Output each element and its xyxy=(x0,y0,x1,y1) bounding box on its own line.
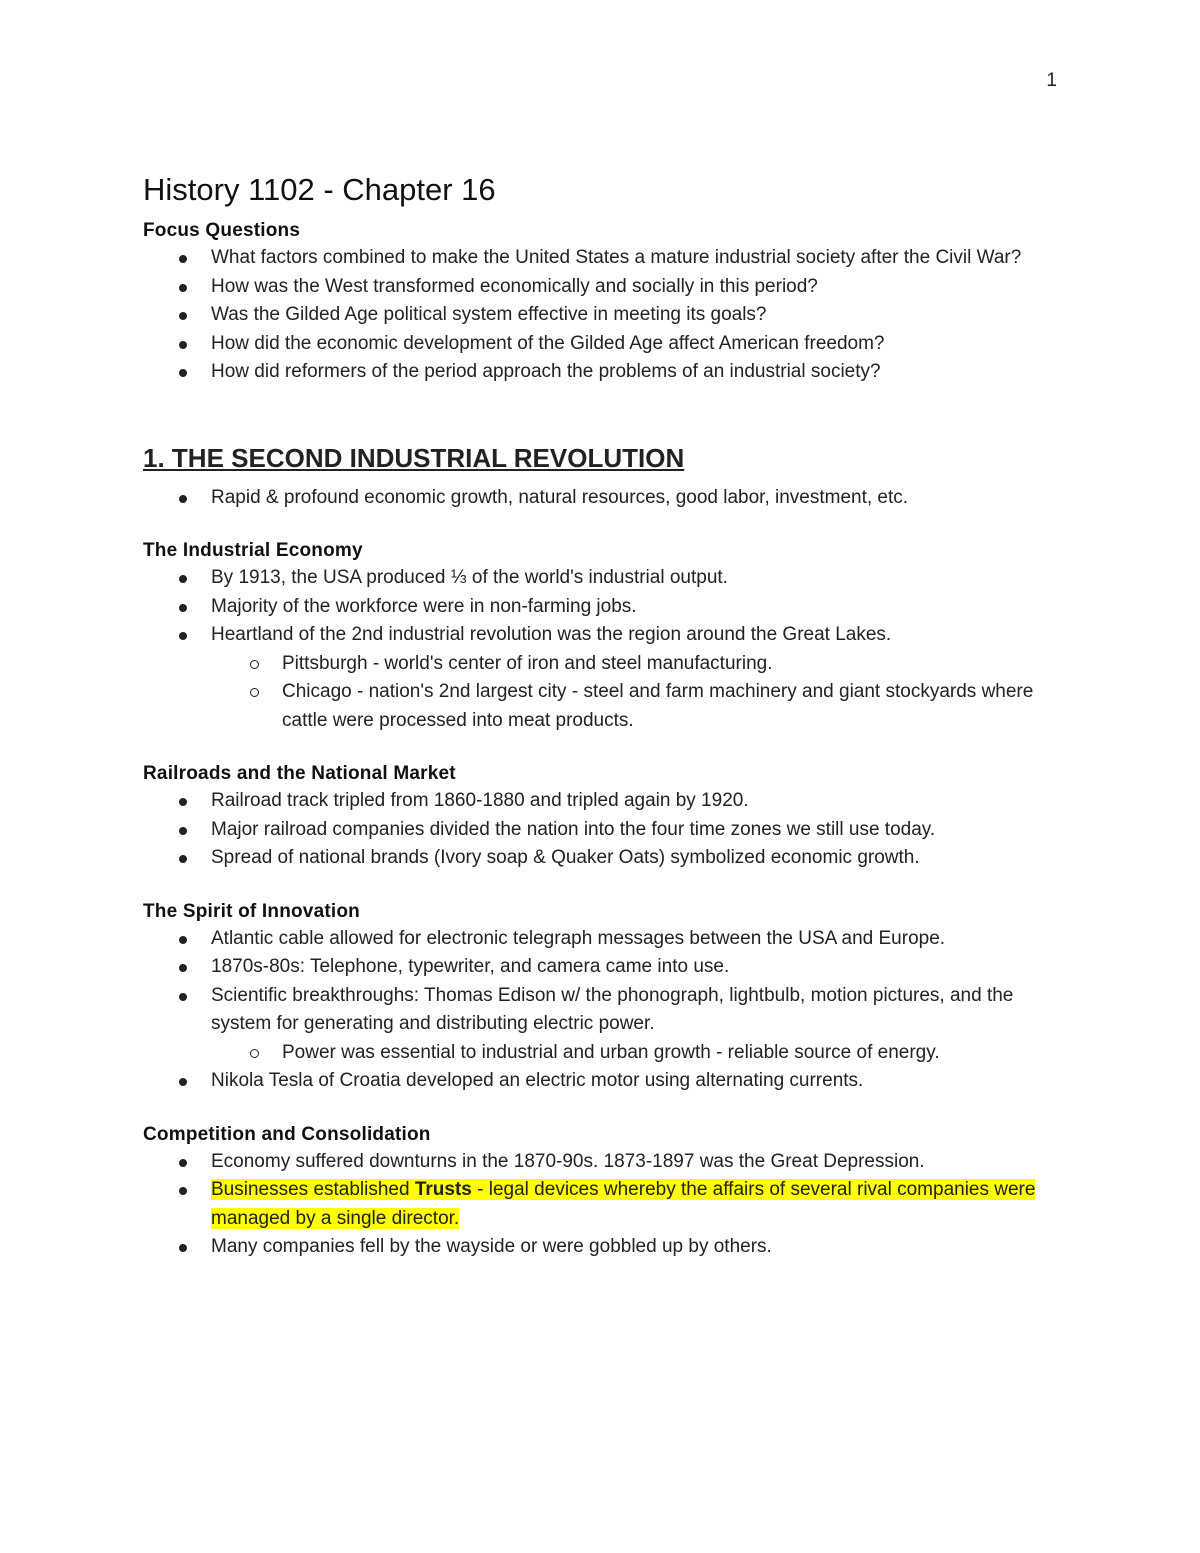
innovation-heading: The Spirit of Innovation xyxy=(143,900,360,922)
list-item: Railroad track tripled from 1860-1880 and tripled again by 1920. xyxy=(143,787,1063,816)
bullet-icon xyxy=(179,495,187,503)
highlighted-list-item xyxy=(143,1176,1063,1233)
bullet-icon xyxy=(179,632,187,640)
list-item: Many companies fell by the wayside or were gobbled up by others. xyxy=(143,1233,1063,1262)
bullet-icon xyxy=(179,369,187,377)
hollow-bullet-icon xyxy=(250,660,259,669)
list-item: Spread of national brands (Ivory soap & Quaker Oats) symbolized economic growth. xyxy=(143,844,1063,873)
focus-questions-heading: Focus Questions xyxy=(143,220,301,241)
bullet-icon xyxy=(179,827,187,835)
bullet-icon xyxy=(179,312,187,320)
list-item: Rapid & profound economic growth, natural resources, good labor, investment, etc. xyxy=(143,484,1063,513)
list-item: Economy suffered downturns in the 1870-90s. 1873-1897 was the Great Depression. xyxy=(143,1148,1063,1177)
list-item: By 1913, the USA produced ⅓ of the world's industrial output. xyxy=(143,564,1063,593)
competition-list xyxy=(143,1148,1063,1262)
bullet-icon xyxy=(179,1187,187,1195)
list-item: Majority of the workforce were in non-farming jobs. xyxy=(143,593,1063,622)
bullet-icon xyxy=(179,341,187,349)
bullet-icon xyxy=(179,284,187,292)
document-title: History 1102 - Chapter 16 xyxy=(143,172,496,207)
bullet-icon xyxy=(179,255,187,263)
sub-list-item: Power was essential to industrial and urban growth - reliable source of energy. xyxy=(143,1039,1063,1068)
bullet-icon xyxy=(179,855,187,863)
hollow-bullet-icon xyxy=(250,1049,259,1058)
list-item: What factors combined to make the United States a mature industrial society after the Civil War? xyxy=(143,244,1063,273)
bullet-icon xyxy=(179,936,187,944)
list-item: Major railroad companies divided the nation into the four time zones we still use today. xyxy=(143,816,1063,845)
innovation-list xyxy=(143,925,1063,1096)
list-item: Was the Gilded Age political system effective in meeting its goals? xyxy=(143,301,1063,330)
section-heading: 1. THE SECOND INDUSTRIAL REVOLUTION xyxy=(143,442,685,473)
list-item: How did the economic development of the Gilded Age affect American freedom? xyxy=(143,330,1063,359)
list-item: Scientific breakthroughs: Thomas Edison w/ the phonograph, lightbulb, motion pictures, and the system for generating and distributing electric power. xyxy=(143,982,1063,1039)
competition-heading: Competition and Consolidation xyxy=(143,1123,431,1145)
bullet-icon xyxy=(179,798,187,806)
section-intro-list xyxy=(143,484,1063,513)
sub-list-item: Chicago - nation's 2nd largest city - steel and farm machinery and giant stockyards where cattle were processed into meat products. xyxy=(143,678,1063,735)
bullet-icon xyxy=(179,575,187,583)
bullet-icon xyxy=(179,964,187,972)
list-item: Heartland of the 2nd industrial revolution was the region around the Great Lakes. xyxy=(143,621,1063,650)
page-number: 1 xyxy=(1046,70,1057,91)
highlighted-text: Businesses established Trusts - legal devices whereby the affairs of several rival companies were managed by a single director. xyxy=(211,1179,1036,1229)
railroads-list xyxy=(143,787,1063,873)
trusts-term: Trusts xyxy=(414,1179,472,1200)
list-item: How did reformers of the period approach the problems of an industrial society? xyxy=(143,358,1063,387)
list-item: 1870s-80s: Telephone, typewriter, and camera came into use. xyxy=(143,953,1063,982)
bullet-icon xyxy=(179,1159,187,1167)
document-body xyxy=(143,172,1063,1262)
industrial-economy-list xyxy=(143,564,1063,735)
sub-list-item: Pittsburgh - world's center of iron and steel manufacturing. xyxy=(143,650,1063,679)
bullet-icon xyxy=(179,604,187,612)
hollow-bullet-icon xyxy=(250,688,259,697)
bullet-icon xyxy=(179,1244,187,1252)
railroads-heading: Railroads and the National Market xyxy=(143,763,456,784)
list-item: Atlantic cable allowed for electronic telegraph messages between the USA and Europe. xyxy=(143,925,1063,954)
industrial-economy-heading: The Industrial Economy xyxy=(143,540,363,561)
bullet-icon xyxy=(179,1078,187,1086)
bullet-icon xyxy=(179,993,187,1001)
focus-questions-list xyxy=(143,244,1063,387)
list-item: How was the West transformed economically and socially in this period? xyxy=(143,273,1063,302)
list-item: Nikola Tesla of Croatia developed an electric motor using alternating currents. xyxy=(143,1067,1063,1096)
